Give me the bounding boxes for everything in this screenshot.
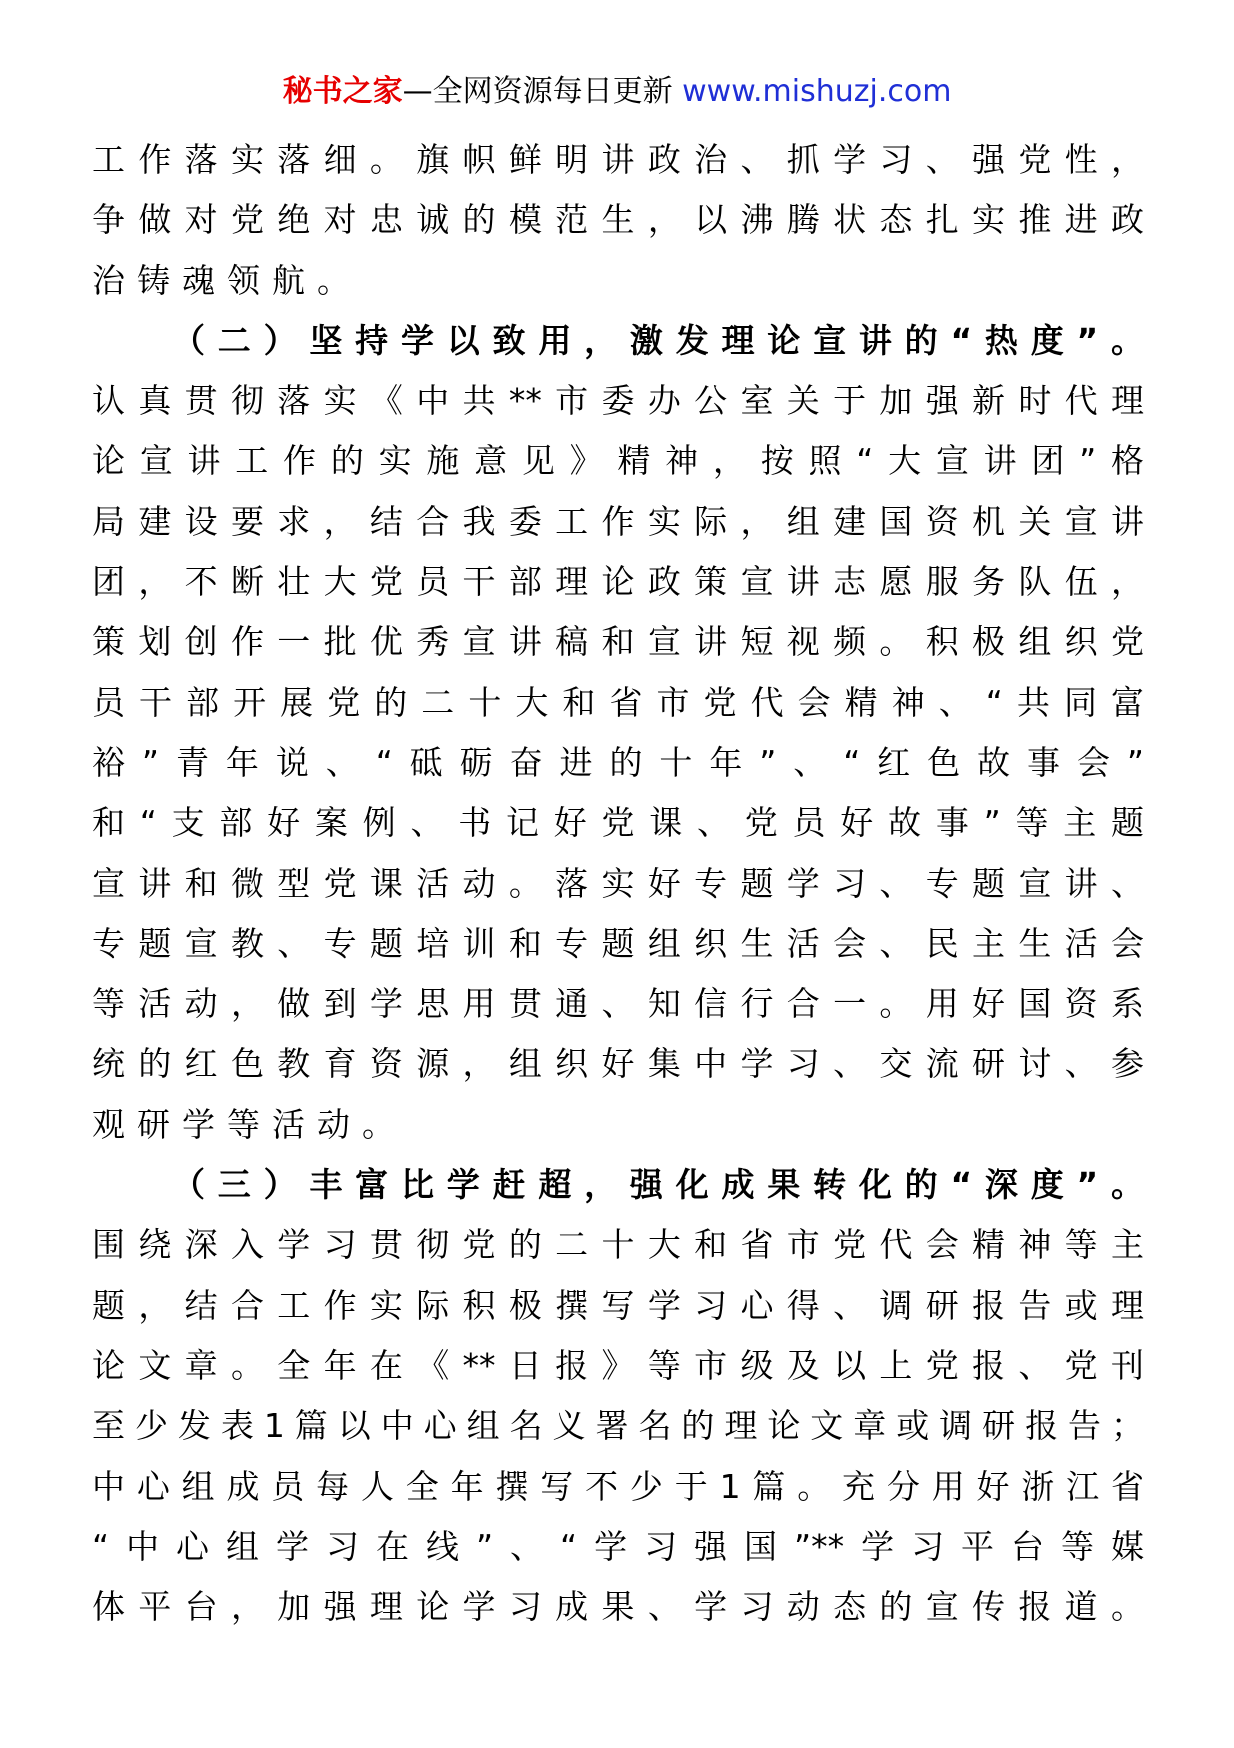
paragraph-line: 围绕深入学习贯彻党的二十大和省市党代会精神等主 — [92, 1225, 1144, 1265]
paragraph-line: 专题宣教、专题培训和专题组织生活会、民主生活会 — [92, 923, 1144, 963]
paragraph-line: 中心组成员每人全年撰写不少于1篇。充分用好浙江省 — [92, 1466, 1144, 1506]
paragraph-line: 认真贯彻落实《中共**市委办公室关于加强新时代理 — [92, 381, 1144, 421]
paragraph-line: 裕”青年说、“砥砺奋进的十年”、“红色故事会” — [92, 742, 1144, 782]
paragraph-line: 观研学等活动。 — [92, 1104, 407, 1144]
paragraph-line: 团，不断壮大党员干部理论政策宣讲志愿服务队伍， — [92, 562, 1144, 602]
paragraph-line: 论宣讲工作的实施意见》精神，按照“大宣讲团”格 — [92, 441, 1144, 481]
paragraph-line: 工作落实落细。旗帜鲜明讲政治、抓学习、强党性， — [92, 140, 1144, 179]
brand-name: 秘书之家 — [282, 74, 403, 109]
page-header — [0, 70, 1234, 114]
paragraph-line: 宣讲和微型党课活动。落实好专题学习、专题宣讲、 — [92, 863, 1144, 903]
paragraph-line: 等活动，做到学思用贯通、知信行合一。用好国资系 — [92, 984, 1144, 1024]
paragraph-line: 治铸魂领航。 — [92, 260, 362, 300]
paragraph-line: 和“支部好案例、书记好党课、党员好故事”等主题 — [92, 803, 1144, 843]
website-link[interactable]: www.mishuzj.com — [682, 74, 952, 109]
header-tagline: —全网资源每日更新 — [402, 74, 683, 109]
document-body — [92, 130, 1144, 1637]
paragraph-line: 统的红色教育资源，组织好集中学习、交流研讨、参 — [92, 1044, 1144, 1084]
paragraph-line: 局建设要求，结合我委工作实际，组建国资机关宣讲 — [92, 501, 1144, 541]
section-heading: （三）丰富比学赶超，强化成果转化的“深度”。 — [172, 1165, 1144, 1205]
paragraph-line: 员干部开展党的二十大和省市党代会精神、“共同富 — [92, 682, 1144, 722]
paragraph-line: 论文章。全年在《**日报》等市级及以上党报、党刊 — [92, 1345, 1144, 1385]
paragraph-line: “中心组学习在线”、“学习强国”**学习平台等媒 — [92, 1526, 1144, 1566]
paragraph-line: 争做对党绝对忠诚的模范生，以沸腾状态扎实推进政 — [92, 200, 1144, 240]
paragraph-line: 体平台，加强理论学习成果、学习动态的宣传报道。 — [92, 1587, 1144, 1627]
section-heading: （二）坚持学以致用，激发理论宣讲的“热度”。 — [172, 320, 1144, 360]
paragraph-line: 策划创作一批优秀宣讲稿和宣讲短视频。积极组织党 — [92, 622, 1144, 662]
paragraph-line: 题，结合工作实际积极撰写学习心得、调研报告或理 — [92, 1285, 1144, 1325]
paragraph-line: 至少发表1篇以中心组名义署名的理论文章或调研报告； — [92, 1406, 1144, 1446]
